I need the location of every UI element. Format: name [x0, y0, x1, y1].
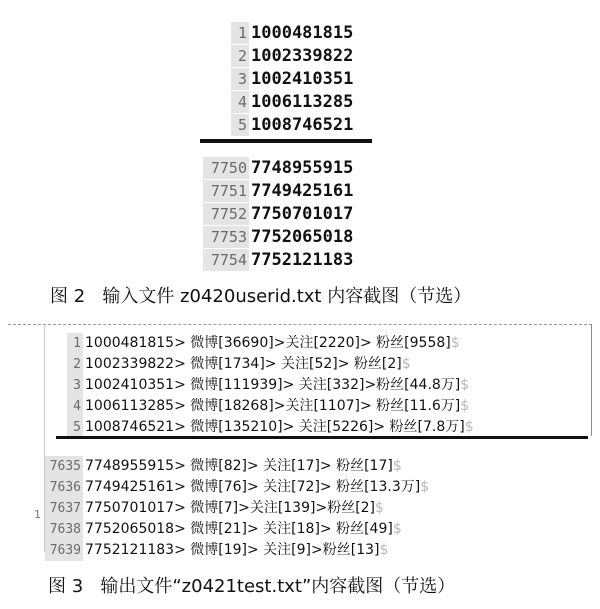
user-id: 1002410351 [251, 69, 354, 89]
line-number: 7637 [45, 498, 83, 519]
user-id: 7752121183 [251, 250, 354, 270]
line-number: 3 [67, 375, 83, 396]
user-id: 1002339822 [251, 46, 354, 66]
figure2-caption: 图 2 输入文件 z0420userid.txt 内容截图（节选） [50, 286, 472, 307]
line-number: 2 [231, 45, 249, 67]
line-end-marker: $ [420, 479, 430, 495]
user-id: 1006113285 [251, 92, 354, 112]
line-end-marker: $ [392, 521, 402, 537]
fig2-editor-bottom [203, 157, 378, 269]
line-end-marker: $ [392, 458, 402, 474]
line-number: 7754 [203, 249, 249, 271]
record-text: 7752065018> 微博[21]> 关注[18]> 粉丝[49]$ [85, 521, 402, 537]
line-end-marker: $ [460, 377, 470, 393]
record-text: 1002410351> 微博[111939]> 关注[332]>粉丝[44.8万]$ [85, 377, 470, 393]
line-number: 7750 [203, 157, 249, 179]
record-text: 7750701017> 微博[7]>关注[139]>粉丝[2]$ [85, 500, 384, 516]
line-number: 4 [67, 396, 83, 417]
line-end-marker: $ [464, 419, 474, 435]
user-id: 7748955915 [251, 158, 354, 178]
line-number: 7635 [45, 456, 83, 477]
fig3-separator [56, 436, 588, 439]
figure3-caption: 图 3 输出文件“z0421test.txt”内容截图（节选） [48, 576, 456, 597]
line-number: 7752 [203, 203, 249, 225]
line-number: 7636 [45, 477, 83, 498]
record-text: 7752121183> 微博[19]> 关注[9]>粉丝[13]$ [85, 542, 389, 558]
user-id: 7752065018 [251, 227, 354, 247]
line-number: 7751 [203, 180, 249, 202]
line-number: 2 [67, 354, 83, 375]
fig3-editor-top [67, 333, 587, 443]
fig2-editor-top [231, 22, 381, 134]
record-text: 1008746521> 微博[135210]> 关注[5226]> 粉丝[7.8万]$ [85, 419, 474, 435]
user-id: 1000481815 [251, 23, 354, 43]
fig3-top-border [8, 324, 592, 325]
fig3-margin-number: 1 [34, 508, 41, 521]
record-text: 1002339822> 微博[1734]> 关注[52]> 粉丝[2]$ [85, 356, 411, 372]
line-end-marker: $ [379, 542, 389, 558]
line-number: 5 [67, 417, 83, 438]
fig3-right-rule [591, 324, 592, 436]
line-end-marker: $ [375, 500, 384, 516]
user-id: 7750701017 [251, 204, 354, 224]
record-text: 1006113285> 微博[18268]>关注[1107]> 粉丝[11.6万]$ [85, 398, 470, 414]
line-end-marker: $ [401, 356, 411, 372]
fig3-editor-bottom [45, 456, 525, 562]
record-text: 7749425161> 微博[76]> 关注[72]> 粉丝[13.3万]$ [85, 479, 430, 495]
line-number: 4 [231, 91, 249, 113]
record-text: 7748955915> 微博[82]> 关注[17]> 粉丝[17]$ [85, 458, 402, 474]
user-id: 1008746521 [251, 115, 354, 135]
line-number: 1 [67, 333, 83, 354]
line-end-marker: $ [450, 335, 460, 351]
user-id: 7749425161 [251, 181, 354, 201]
fig2-separator [200, 139, 372, 143]
line-end-marker: $ [460, 398, 470, 414]
line-number: 1 [231, 22, 249, 44]
line-number: 7638 [45, 519, 83, 540]
line-number: 7753 [203, 226, 249, 248]
line-number: 5 [231, 114, 249, 136]
line-number: 3 [231, 68, 249, 90]
record-text: 1000481815> 微博[36690]>关注[2220]> 粉丝[9558]$ [85, 335, 460, 351]
line-number: 7639 [45, 540, 83, 561]
